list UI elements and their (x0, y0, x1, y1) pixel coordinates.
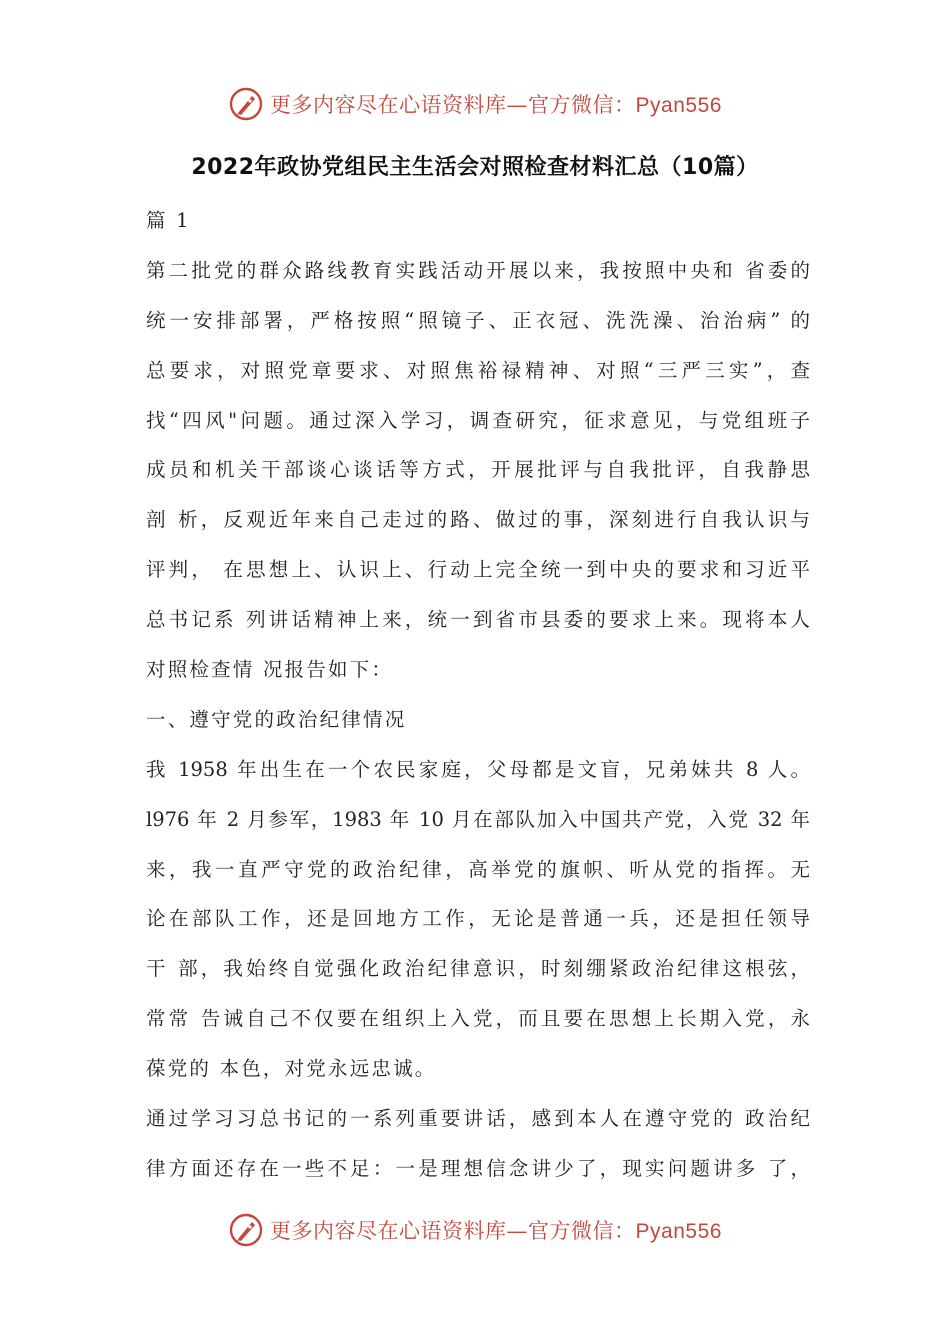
paragraph-line: 对照检查情 况报告如下： (146, 658, 394, 682)
pen-nib-circle-icon (228, 86, 264, 122)
paragraph-line: 评判， 在思想上、认识上、行动上完全统一到中央的要求和习近平 (146, 558, 810, 582)
paragraph-line: 总书记系 列讲话精神上来，统一到省市县委的要求上来。现将本人 (146, 608, 810, 632)
paragraph-line: 律方面还存在一些不足：一是理想信念讲少了，现实问题讲多 了， (146, 1156, 810, 1180)
paragraph-line: l976 年 2 月参军，1983 年 10 月在部队加入中国共产党，入党 32 年 (146, 807, 810, 831)
paragraph-line: 找“四风"问题。通过深入学习，调查研究，征求意见，与党组班子 (146, 408, 810, 432)
section-label: 篇 1 (146, 209, 191, 232)
paragraph-line: 论在部队工作，还是回地方工作，无论是普通一兵，还是担任领导 (146, 907, 810, 931)
paragraph-line: 统一安排部署，严格按照“照镜子、正衣冠、洗洗澡、治治病” 的 (146, 308, 810, 332)
paragraph-line: 干 部，我始终自觉强化政治纪律意识，时刻绷紧政治纪律这根弦， (146, 957, 810, 981)
document-body (146, 196, 810, 1194)
paragraph-line: 葆党的 本色，对党永远忠诚。 (146, 1057, 437, 1081)
paragraph-line: 来，我一直严守党的政治纪律，高举党的旗帜、听从党的指挥。无 (146, 857, 810, 881)
paragraph-line: 剖 析，反观近年来自己走过的路、做过的事，深刻进行自我认识与 (146, 508, 810, 532)
watermark-text: 更多内容尽在心语资料库—官方微信：Pyan556 (270, 1219, 722, 1243)
paragraph-line: 通过学习习总书记的一系列重要讲话，感到本人在遵守党的 政治纪 (146, 1107, 810, 1131)
watermark-wechat-id: Pyan556 (635, 94, 722, 117)
watermark-footer (0, 1210, 950, 1250)
section-heading: 一、遵守党的政治纪律情况 (146, 707, 407, 731)
paragraph-line: 第二批党的群众路线教育实践活动开展以来，我按照中央和 省委的 (146, 258, 810, 282)
watermark-text: 更多内容尽在心语资料库—官方微信：Pyan556 (270, 93, 722, 117)
paragraph-line: 我 1958 年出生在一个农民家庭，父母都是文盲，兄弟妹共 8 人。 (146, 757, 810, 781)
document-title: 2022年政协党组民主生活会对照检查材料汇总（10篇） (191, 155, 759, 180)
watermark-header (0, 84, 950, 124)
watermark-wechat-id: Pyan556 (635, 1220, 722, 1243)
paragraph-line: 总要求，对照党章要求、对照焦裕禄精神、对照“三严三实”，查 (146, 358, 810, 382)
paragraph-line: 成员和机关干部谈心谈话等方式，开展批评与自我批评，自我静思 (146, 458, 810, 482)
pen-nib-circle-icon (228, 1212, 264, 1248)
paragraph-line: 常常 告诫自己不仅要在组织上入党，而且要在思想上长期入党，永 (146, 1007, 810, 1031)
